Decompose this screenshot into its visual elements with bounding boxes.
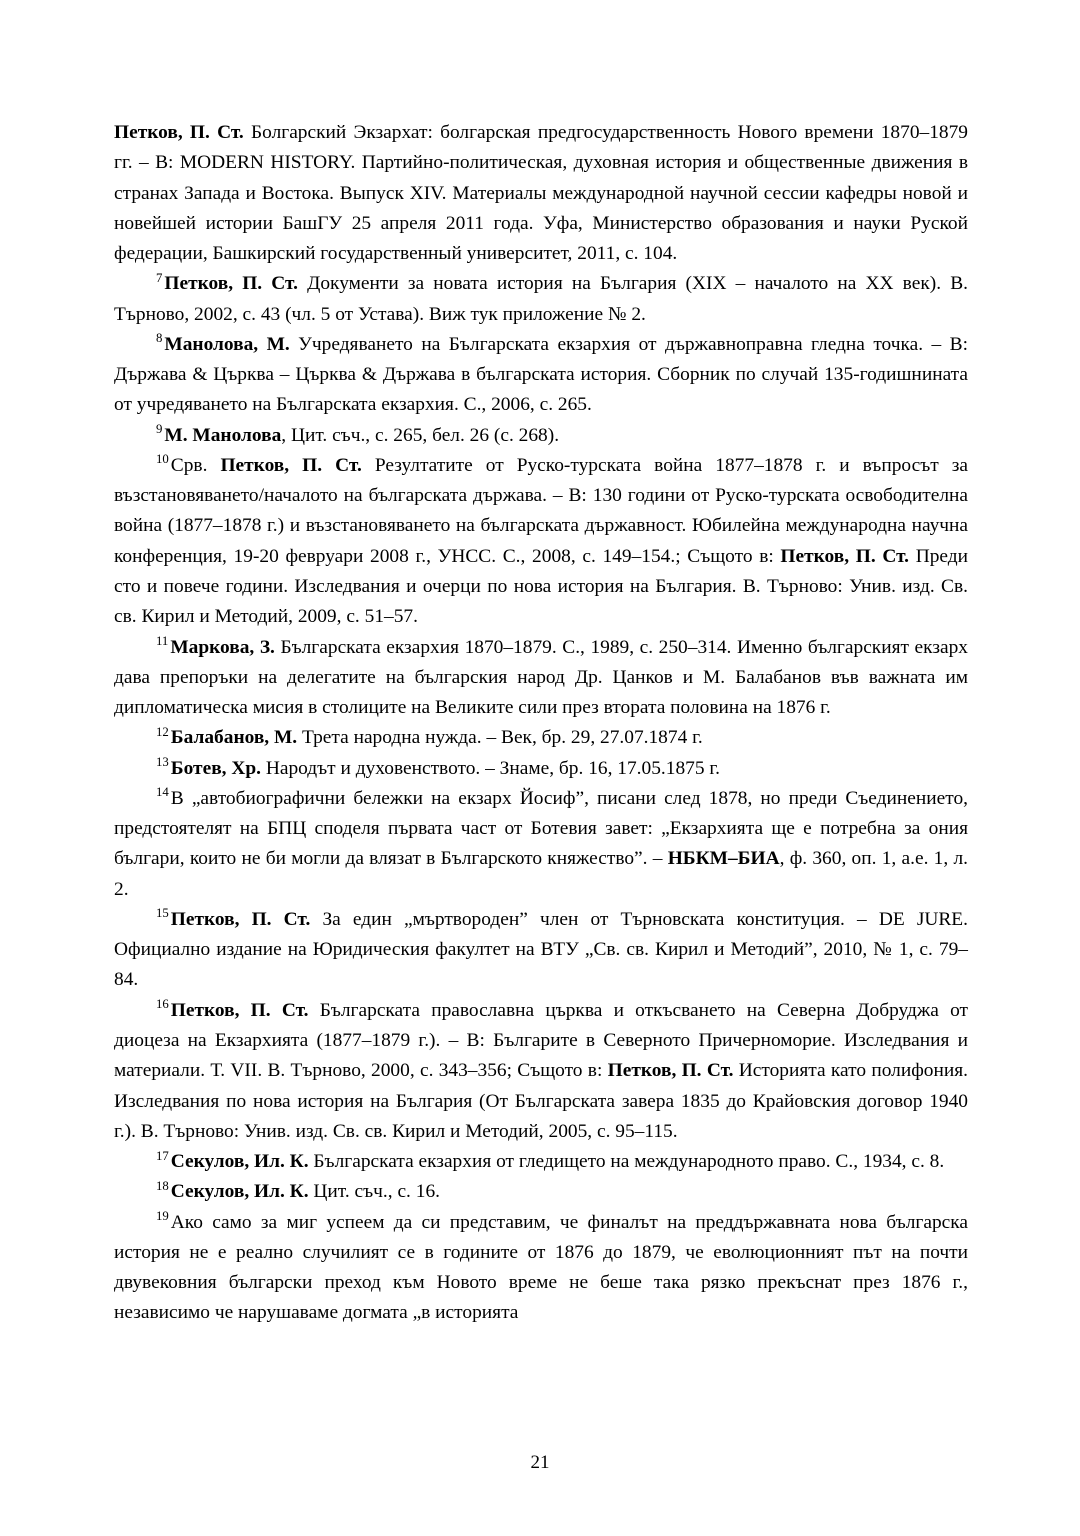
footnote-entry: [114, 421, 968, 451]
footnote-entry: [114, 784, 968, 905]
footnotes-block: [114, 118, 968, 1329]
footnote-marker: 15: [156, 906, 169, 921]
footnote-author: Петков, П. Ст.: [220, 454, 362, 476]
footnote-text: Резултатите от Руско-турската война 1877–1878 г. и въпросът за възстановяването/началото на българската държава. – В: 130 години от Руско-турската освободителна война (1877–1878 г.) и възстановяването на българската държавност. Юбилейна международна научна конференция, 19-20 февруари 2008 г., УНСС. С., 2008, с. 149–154.; Същото в:: [114, 454, 968, 567]
footnote-author: Манолова, М.: [164, 333, 290, 355]
footnote-entry: [114, 330, 968, 421]
page-number: 21: [530, 1452, 550, 1473]
footnote-text: За един „мъртвороден” член от Търновската конституция. – DE JURE. Официално издание на Юридическия факултет на ВТУ „Св. св. Кирил и Методий”, 2010, № 1, с. 79–84.: [114, 908, 968, 991]
footnote-text: , Цит. съч., с. 265, бел. 26 (с. 268).: [281, 424, 560, 446]
footnote-author: Петков, П. Ст.: [170, 999, 309, 1021]
footnote-author: Балабанов, М.: [170, 727, 298, 749]
footnote-marker: 19: [156, 1209, 169, 1224]
footnote-marker: 18: [156, 1178, 169, 1193]
footnote-marker: 11: [156, 634, 169, 649]
footnote-entry: [114, 1208, 968, 1329]
footnote-marker: 14: [156, 785, 169, 800]
footnote-text: Народът и духовенството. – Знаме, бр. 16, 17.05.1875 г.: [261, 757, 720, 779]
footnote-entry: [114, 905, 968, 996]
footnote-text: Документи за новата история на България (XIX – началото на XX век). В. Търново, 2002, с. 43 (чл. 5 от Устава). Виж тук приложение № 2.: [114, 273, 968, 325]
footnote-entry: [114, 633, 968, 724]
footnote-entry: [114, 723, 968, 753]
footnote-text: Болгарский Экзархат: болгарская предгосударственность Нового времени 1870–1879 гг. – В: MODERN HISTORY. Партийно-политическая, духовная история и общественные движения в странах Запада и Востока. Выпуск XIV. Материалы международной научной сессии кафедры новой и новейшей истории БашГУ 25 апреля 2011 года. Уфа, Министерство образования и науки Руской федерации, Башкирский государственный университет, 2011, с. 104.: [114, 122, 968, 265]
footnote-entry: [114, 1147, 968, 1177]
footnote-entry: [114, 754, 968, 784]
footnote-marker: 16: [156, 997, 169, 1012]
footnote-text: Българската екзархия 1870–1879. С., 1989, с. 250–314. Именно българският екзарх дава препоръки на делегатите на българския народ Др. Цанков и М. Балабанов във важната им дипломатическа мисия в столиците на Великите сили през втората половина на 1876 г.: [114, 636, 968, 719]
footnote-text: В „автобиографични бележки на екзарх Йосиф”, писани след 1878, но преди Съединението, предстоятелят на БПЦ споделя първата част от Ботевия завет: „Екзархията ще е потребна за ония българи, които не би могли да влязат в Българското княжество”. –: [114, 787, 968, 870]
footnote-text: Учредяването на Българската екзархия от държавноправна гледна точка. – В: Държава & Църква – Църква & Държава в българската история. Сборник по случай 135-годишнината от учредяването на Българската екзархия. С., 2006, с. 265.: [114, 333, 968, 416]
footnote-entry: [114, 118, 968, 269]
footnote-author: Петков, П. Ст.: [164, 273, 298, 295]
footnote-text: Цит. съч., с. 16.: [308, 1181, 440, 1203]
footnote-marker: 12: [156, 724, 169, 739]
footnote-author: Секулов, Ил. К.: [170, 1181, 309, 1203]
footnote-author: Петков, П. Ст.: [607, 1060, 734, 1082]
footnote-author: Маркова, З.: [170, 636, 275, 658]
footnote-text: Ако само за миг успеем да си представим, че финалът на преддържавната нова българска история не е реално случилият се в годините от 1876 до 1879, че еволюционният път на почти двувековния български преход към Новото време не беше така рязко прекъснат през 1876 г., независимо че нарушаваме догмата „в историята: [114, 1211, 968, 1324]
footnote-text: Срв.: [170, 454, 221, 476]
footnote-marker: 9: [156, 422, 163, 437]
footnote-author: Петков, П. Ст.: [170, 908, 311, 930]
footnote-entry: [114, 269, 968, 330]
footnote-author: НБКМ–БИА: [667, 848, 780, 870]
footnote-entry: [114, 1177, 968, 1207]
footnote-marker: 13: [156, 755, 169, 770]
footnote-marker: 10: [156, 452, 169, 467]
footnote-author: М. Манолова: [164, 424, 282, 446]
footnote-text: , ф. 360, оп. 1, а.е. 1, л. 2.: [114, 848, 968, 900]
footnote-author: Петков, П. Ст.: [114, 122, 244, 143]
footnote-author: Секулов, Ил. К.: [170, 1151, 309, 1173]
footnote-text: Преди сто и повече години. Изследвания и очерци по нова история на България. В. Търново: Унив. изд. Св. св. Кирил и Методий, 2009, с. 51–57.: [114, 545, 969, 628]
footnote-author: Ботев, Хр.: [170, 757, 261, 779]
footnote-text: Историята като полифония. Изследвания по нова история на България (От Българската завера 1835 до Крайовския договор 1940 г.). В. Търново: Унив. изд. Св. св. Кирил и Методий, 2005, с. 95–115.: [114, 1060, 968, 1142]
footnote-marker: 17: [156, 1148, 169, 1163]
footnote-marker: 7: [156, 270, 163, 285]
footnote-text: Българската православна църква и откъсването на Северна Добруджа от диоцеза на Екзархията (1877–1879 г.). – В: Българите в Северното Причерноморие. Изследвания и материали. Т. VII. В. Търново, 2000, с. 343–356; Същото в:: [114, 999, 968, 1082]
footnote-marker: 8: [156, 331, 163, 346]
footnote-author: Петков, П. Ст.: [780, 545, 910, 567]
footnote-entry: [114, 996, 968, 1147]
footnote-text: Трета народна нужда. – Век, бр. 29, 27.07.1874 г.: [297, 727, 703, 749]
footnote-entry: [114, 451, 968, 633]
footnote-text: Българската екзархия от гледището на международното право. С., 1934, с. 8.: [308, 1151, 945, 1173]
